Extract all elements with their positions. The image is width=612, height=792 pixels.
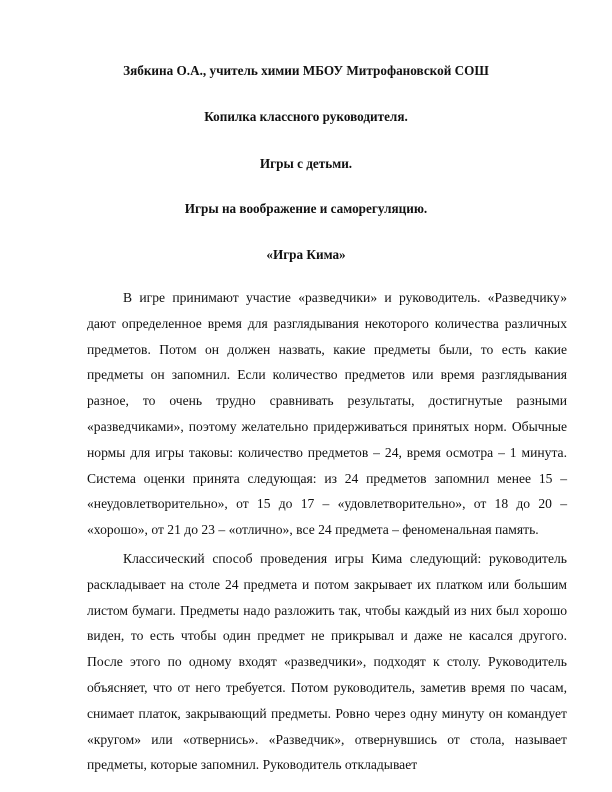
collection-title: Копилка классного руководителя. (204, 109, 408, 124)
paragraph-rules: В игре принимают участие «разведчики» и руководитель. «Разведчику» дают определенное время для разглядывания некоторого количества различных предметов. Потом он должен назвать, какие предметы были, то есть какие предметы он запомнил. Если количество предметов или время разглядывания разное, то очень трудно сравнивать результаты, достигнутые разными «разведчиками», поэтому желательно придерживаться принятых норм. Обычные нормы для игры таковы: количество предметов – 24, время осмотра – 1 минута. Система оценки принята следующая: из 24 предметов запомнил менее 15 – «неудовлетворительно», от 15 до 17 – «удовлетворительно», от 18 до 20 – «хорошо», от 21 до 23 – «отлично», все 24 предмета – феноменальная память. (87, 290, 567, 538)
body-text (87, 285, 567, 778)
game-title: «Игра Кима» (266, 247, 346, 262)
subsection-title: Игры на воображение и саморегуляцию. (184, 201, 428, 216)
section-title: Игры с детьми. (259, 156, 353, 171)
paragraph-classic-method: Классический способ проведения игры Кима следующий: руководитель раскладывает на столе 24 предмета и потом закрывает их платком или большим листом бумаги. Предметы надо разложить так, чтобы каждый из них был хорошо виден, то есть чтобы один предмет не прикрывал и даже не касался другого. После этого по одному входят «разведчики», подходят к столу. Руководитель объясняет, что от него требуется. Потом руководитель, заметив время по часам, снимает платок, закрывающий предметы. Ровно через одну минуту он командует «кругом» или «отвернись». «Разведчик», отвернувшись от стола, называет предметы, которые запомнил. Руководитель откладывает (87, 550, 567, 773)
author-line: Зябкина О.А., учитель химии МБОУ Митрофановской СОШ (123, 63, 489, 78)
